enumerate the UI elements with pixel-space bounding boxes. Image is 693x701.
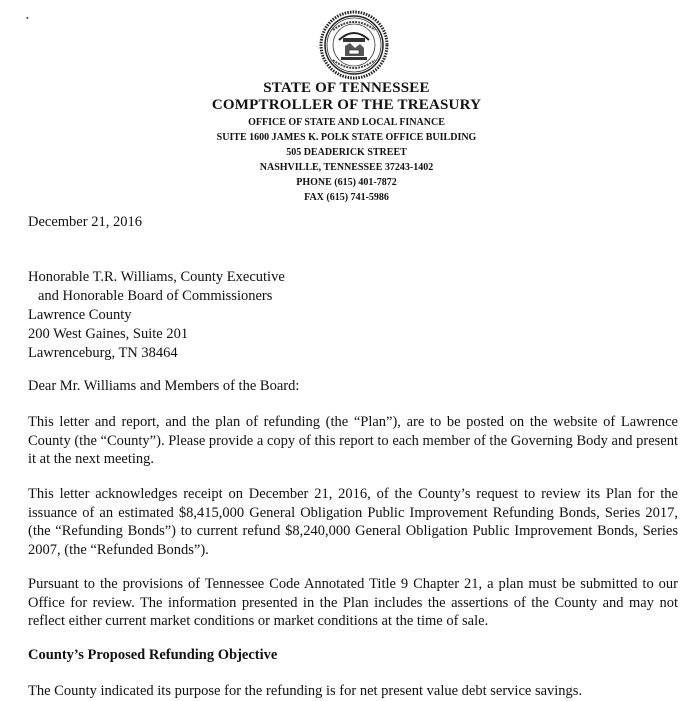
letterhead-city: NASHVILLE, TENNESSEE 37243-1402 [259, 161, 434, 173]
letterhead-subtitle: COMPTROLLER OF THE TREASURY [211, 97, 482, 114]
letterhead-phone: PHONE (615) 401-7872 [296, 176, 397, 188]
recipient-address [28, 268, 678, 363]
letterhead-suite: SUITE 1600 JAMES K. POLK STATE OFFICE BUILDING [216, 131, 477, 143]
paragraph: Pursuant to the provisions of Tennessee Code Annotated Title 9 Chapter 21, a plan must be submitted to our Office for review. The information presented in the Plan includes the assertions of the County and may not reflect either current market conditions or market conditions at the time of sale. [28, 576, 678, 629]
address-line: Lawrence County [28, 307, 132, 323]
letterhead-title: STATE OF TENNESSEE [263, 80, 430, 96]
address-line: 200 West Gaines, Suite 201 [28, 326, 189, 342]
letterhead-office: OFFICE OF STATE AND LOCAL FINANCE [248, 116, 445, 128]
address-line: and Honorable Board of Commissioners [38, 288, 273, 304]
section-heading: County’s Proposed Refunding Objective [28, 647, 278, 663]
letterhead-street: 505 DEADERICK STREET [286, 146, 407, 158]
address-line: Honorable T.R. Williams, County Executive [28, 269, 285, 285]
paragraph: This letter acknowledges receipt on December 21, 2016, of the County’s request to review its Plan for the issuance of an estimated $8,415,000 General Obligation Public Improvement Refunding Bonds, Series 2017, (the “Refunding Bonds”) to current refund $8,240,000 General Obligation Public Improvement Bonds, Series 2007, (the “Refunded Bonds”). [28, 486, 678, 558]
paragraph: The County indicated its purpose for the refunding is for net present value debt service savings. [28, 683, 583, 699]
letterhead [0, 80, 693, 205]
letterhead-fax: FAX (615) 741-5986 [304, 191, 389, 203]
state-seal-icon [319, 10, 389, 80]
address-line: Lawrenceburg, TN 38464 [28, 345, 178, 361]
salutation: Dear Mr. Williams and Members of the Board: [28, 378, 300, 394]
letter-date: December 21, 2016 [28, 214, 142, 230]
paragraph: This letter and report, and the plan of refunding (the “Plan”), are to be posted on the website of Lawrence County (the “County”). Please provide a copy of this report to each member of the Governing Body and present it at the next meeting. [28, 414, 678, 467]
scan-mark: • [26, 14, 29, 23]
